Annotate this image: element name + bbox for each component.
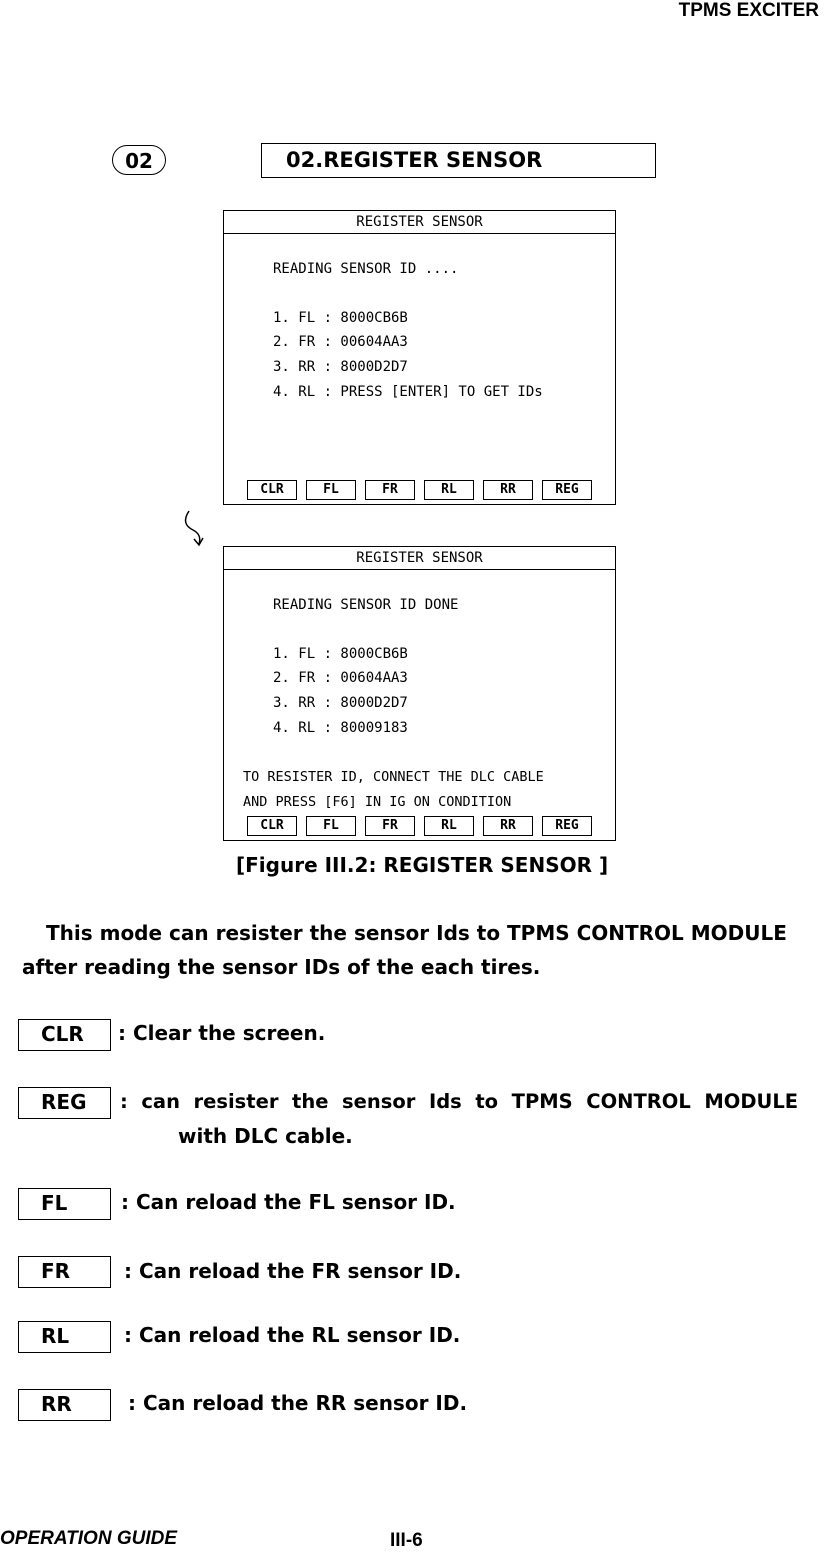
instruction-line-2: AND PRESS [F6] IN IG ON CONDITION	[243, 794, 512, 810]
rr-label-box: RR	[18, 1389, 111, 1421]
key-reg[interactable]: REG	[542, 480, 592, 500]
status-line: READING SENSOR ID DONE	[273, 597, 459, 613]
key-fr[interactable]: FR	[365, 816, 415, 836]
sensor-line-rr: 3. RR : 8000D2D7	[273, 359, 408, 375]
sensor-line-rr: 3. RR : 8000D2D7	[273, 695, 408, 711]
key-fl[interactable]: FL	[306, 816, 356, 836]
page-header-title: TPMS EXCITER	[678, 0, 819, 21]
footer-guide-title: OPERATION GUIDE	[0, 1528, 177, 1549]
sensor-line-rl: 4. RL : 80009183	[273, 720, 408, 736]
rl-label-box: RL	[18, 1321, 111, 1353]
status-line: READING SENSOR ID ....	[273, 261, 459, 277]
reg-description: : can resister the sensor Ids to TPMS CONTROL MODULE	[120, 1090, 799, 1113]
screen-title: REGISTER SENSOR	[224, 211, 615, 234]
fr-label-box: FR	[18, 1256, 111, 1288]
fr-description: : Can reload the FR sensor ID.	[124, 1259, 462, 1283]
key-fl[interactable]: FL	[306, 480, 356, 500]
intro-line-1: This mode can resister the sensor Ids to TPMS CONTROL MODULE	[46, 921, 787, 945]
sensor-line-fl: 1. FL : 8000CB6B	[273, 310, 408, 326]
rr-description: : Can reload the RR sensor ID.	[128, 1391, 468, 1415]
key-rl[interactable]: RL	[424, 480, 474, 500]
clr-description: : Clear the screen.	[118, 1021, 326, 1045]
screen-done	[223, 546, 616, 841]
key-reg[interactable]: REG	[542, 816, 592, 836]
clr-label-box: CLR	[18, 1019, 111, 1051]
rl-description: : Can reload the RL sensor ID.	[124, 1323, 461, 1347]
key-clr[interactable]: CLR	[247, 480, 297, 500]
menu-number-badge: 02	[112, 145, 166, 175]
menu-title-box: 02.REGISTER SENSOR	[261, 143, 656, 178]
fl-label-box: FL	[18, 1188, 111, 1220]
sensor-line-fr: 2. FR : 00604AA3	[273, 670, 408, 686]
key-rr[interactable]: RR	[483, 480, 533, 500]
screen-reading	[223, 210, 616, 505]
key-rl[interactable]: RL	[424, 816, 474, 836]
key-clr[interactable]: CLR	[247, 816, 297, 836]
reg-description-cont: with DLC cable.	[178, 1124, 353, 1148]
sensor-line-fl: 1. FL : 8000CB6B	[273, 646, 408, 662]
transition-arrow-icon	[183, 508, 213, 548]
key-rr[interactable]: RR	[483, 816, 533, 836]
sensor-line-rl: 4. RL : PRESS [ENTER] TO GET IDs	[273, 384, 543, 400]
screen-title: REGISTER SENSOR	[224, 547, 615, 570]
fl-description: : Can reload the FL sensor ID.	[121, 1190, 456, 1214]
key-fr[interactable]: FR	[365, 480, 415, 500]
instruction-line-1: TO RESISTER ID, CONNECT THE DLC CABLE	[243, 769, 544, 785]
sensor-line-fr: 2. FR : 00604AA3	[273, 334, 408, 350]
footer-page-number: III-6	[390, 1530, 423, 1551]
reg-label-box: REG	[18, 1087, 111, 1119]
figure-caption: [Figure III.2: REGISTER SENSOR ]	[236, 853, 609, 877]
intro-line-2: after reading the sensor IDs of the each tires.	[22, 955, 541, 979]
